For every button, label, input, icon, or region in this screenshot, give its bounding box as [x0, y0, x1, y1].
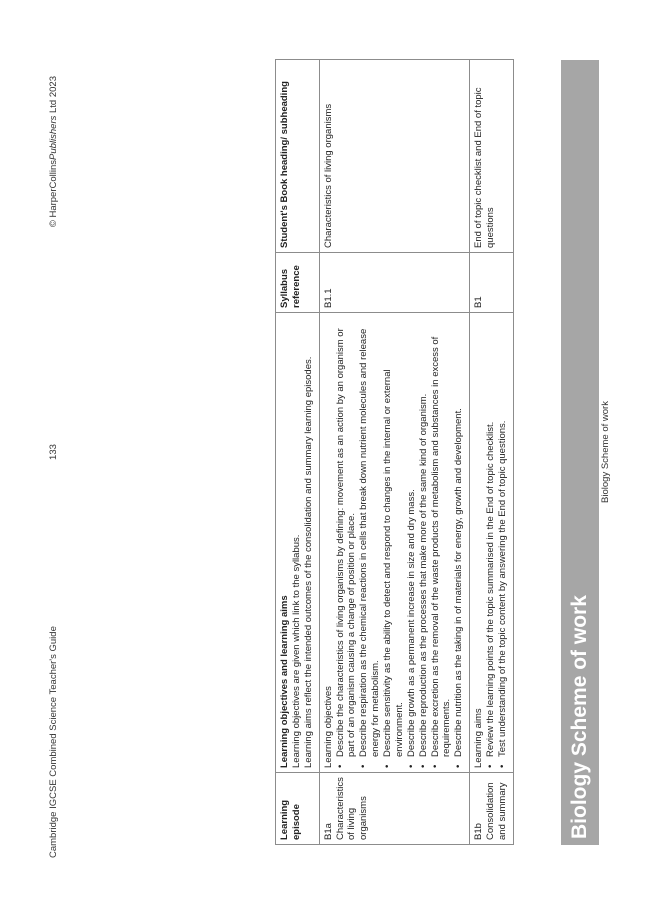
objectives-cell — [470, 313, 514, 773]
section-label: Learning aims — [473, 708, 485, 768]
table-row — [319, 60, 470, 845]
list-item: • Describe growth as a permanent increase in size and dry mass. — [406, 317, 418, 768]
banner-title: Biology Scheme of work — [568, 595, 591, 839]
list-item: • Review the learning points of the topic summarised in the End of topic checklist. — [485, 317, 497, 768]
episode-cell: B1b Consolidation and summary — [470, 773, 514, 845]
list-item: • Describe reproduction as the processes that make more of the same kind of organism. — [418, 317, 430, 768]
header-learning-episode: Learning episode — [276, 773, 320, 845]
list-item: • Describe the characteristics of living organisms by defining: movement as an action by an organism or part of an organism causing a change of position or place. — [335, 317, 359, 768]
header-syllabus-reference: Syllabus reference — [276, 253, 320, 313]
page-number: 133 — [48, 444, 59, 460]
page-banner — [561, 60, 599, 845]
running-header: Biology Scheme of work — [600, 401, 611, 503]
footer-copyright: © HarperCollinsPublishers Ltd 2023 — [48, 76, 59, 228]
list-item: • Describe nutrition as the taking in of materials for energy, growth and development. — [453, 317, 465, 768]
objectives-note-2: Learning aims reflect the intended outcomes of the consolidation and summary learning episodes. — [302, 356, 314, 768]
header-students-book: Student's Book heading/ subheading — [276, 60, 320, 253]
syllabus-cell: B1.1 — [319, 253, 470, 313]
list-item: • Describe sensitivity as the ability to detect and respond to changes in the internal or external environment. — [382, 317, 406, 768]
list-item: • Describe excretion as the removal of the waste products of metabolism and substances in excess of requirements. — [430, 317, 454, 768]
list-item: • Test understanding of the topic content by answering the End of topic questions. — [497, 317, 509, 768]
book-cell: End of topic checklist and End of topic questions — [470, 60, 514, 253]
episode-cell: B1a Characteristics of living organisms — [319, 773, 470, 845]
footer-left: Cambridge IGCSE Combined Science Teacher's Guide — [48, 626, 59, 858]
scheme-of-work-table — [275, 59, 514, 845]
book-cell: Characteristics of living organisms — [319, 60, 470, 253]
table-header-row — [276, 60, 320, 845]
header-learning-objectives: Learning objectives and learning aims Learning objectives are given which link to the syllabus. Learning aims reflect the intended outcomes of the consolidation and summary learning episodes. — [276, 313, 320, 773]
section-label: Learning objectives — [322, 686, 334, 768]
list-item: • Describe respiration as the chemical reactions in cells that break down nutrient molecules and release energy for metabolism. — [358, 317, 382, 768]
syllabus-cell: B1 — [470, 253, 514, 313]
objectives-note-1: Learning objectives are given which link to the syllabus. — [290, 534, 302, 768]
table-row — [470, 60, 514, 845]
objectives-cell — [319, 313, 470, 773]
